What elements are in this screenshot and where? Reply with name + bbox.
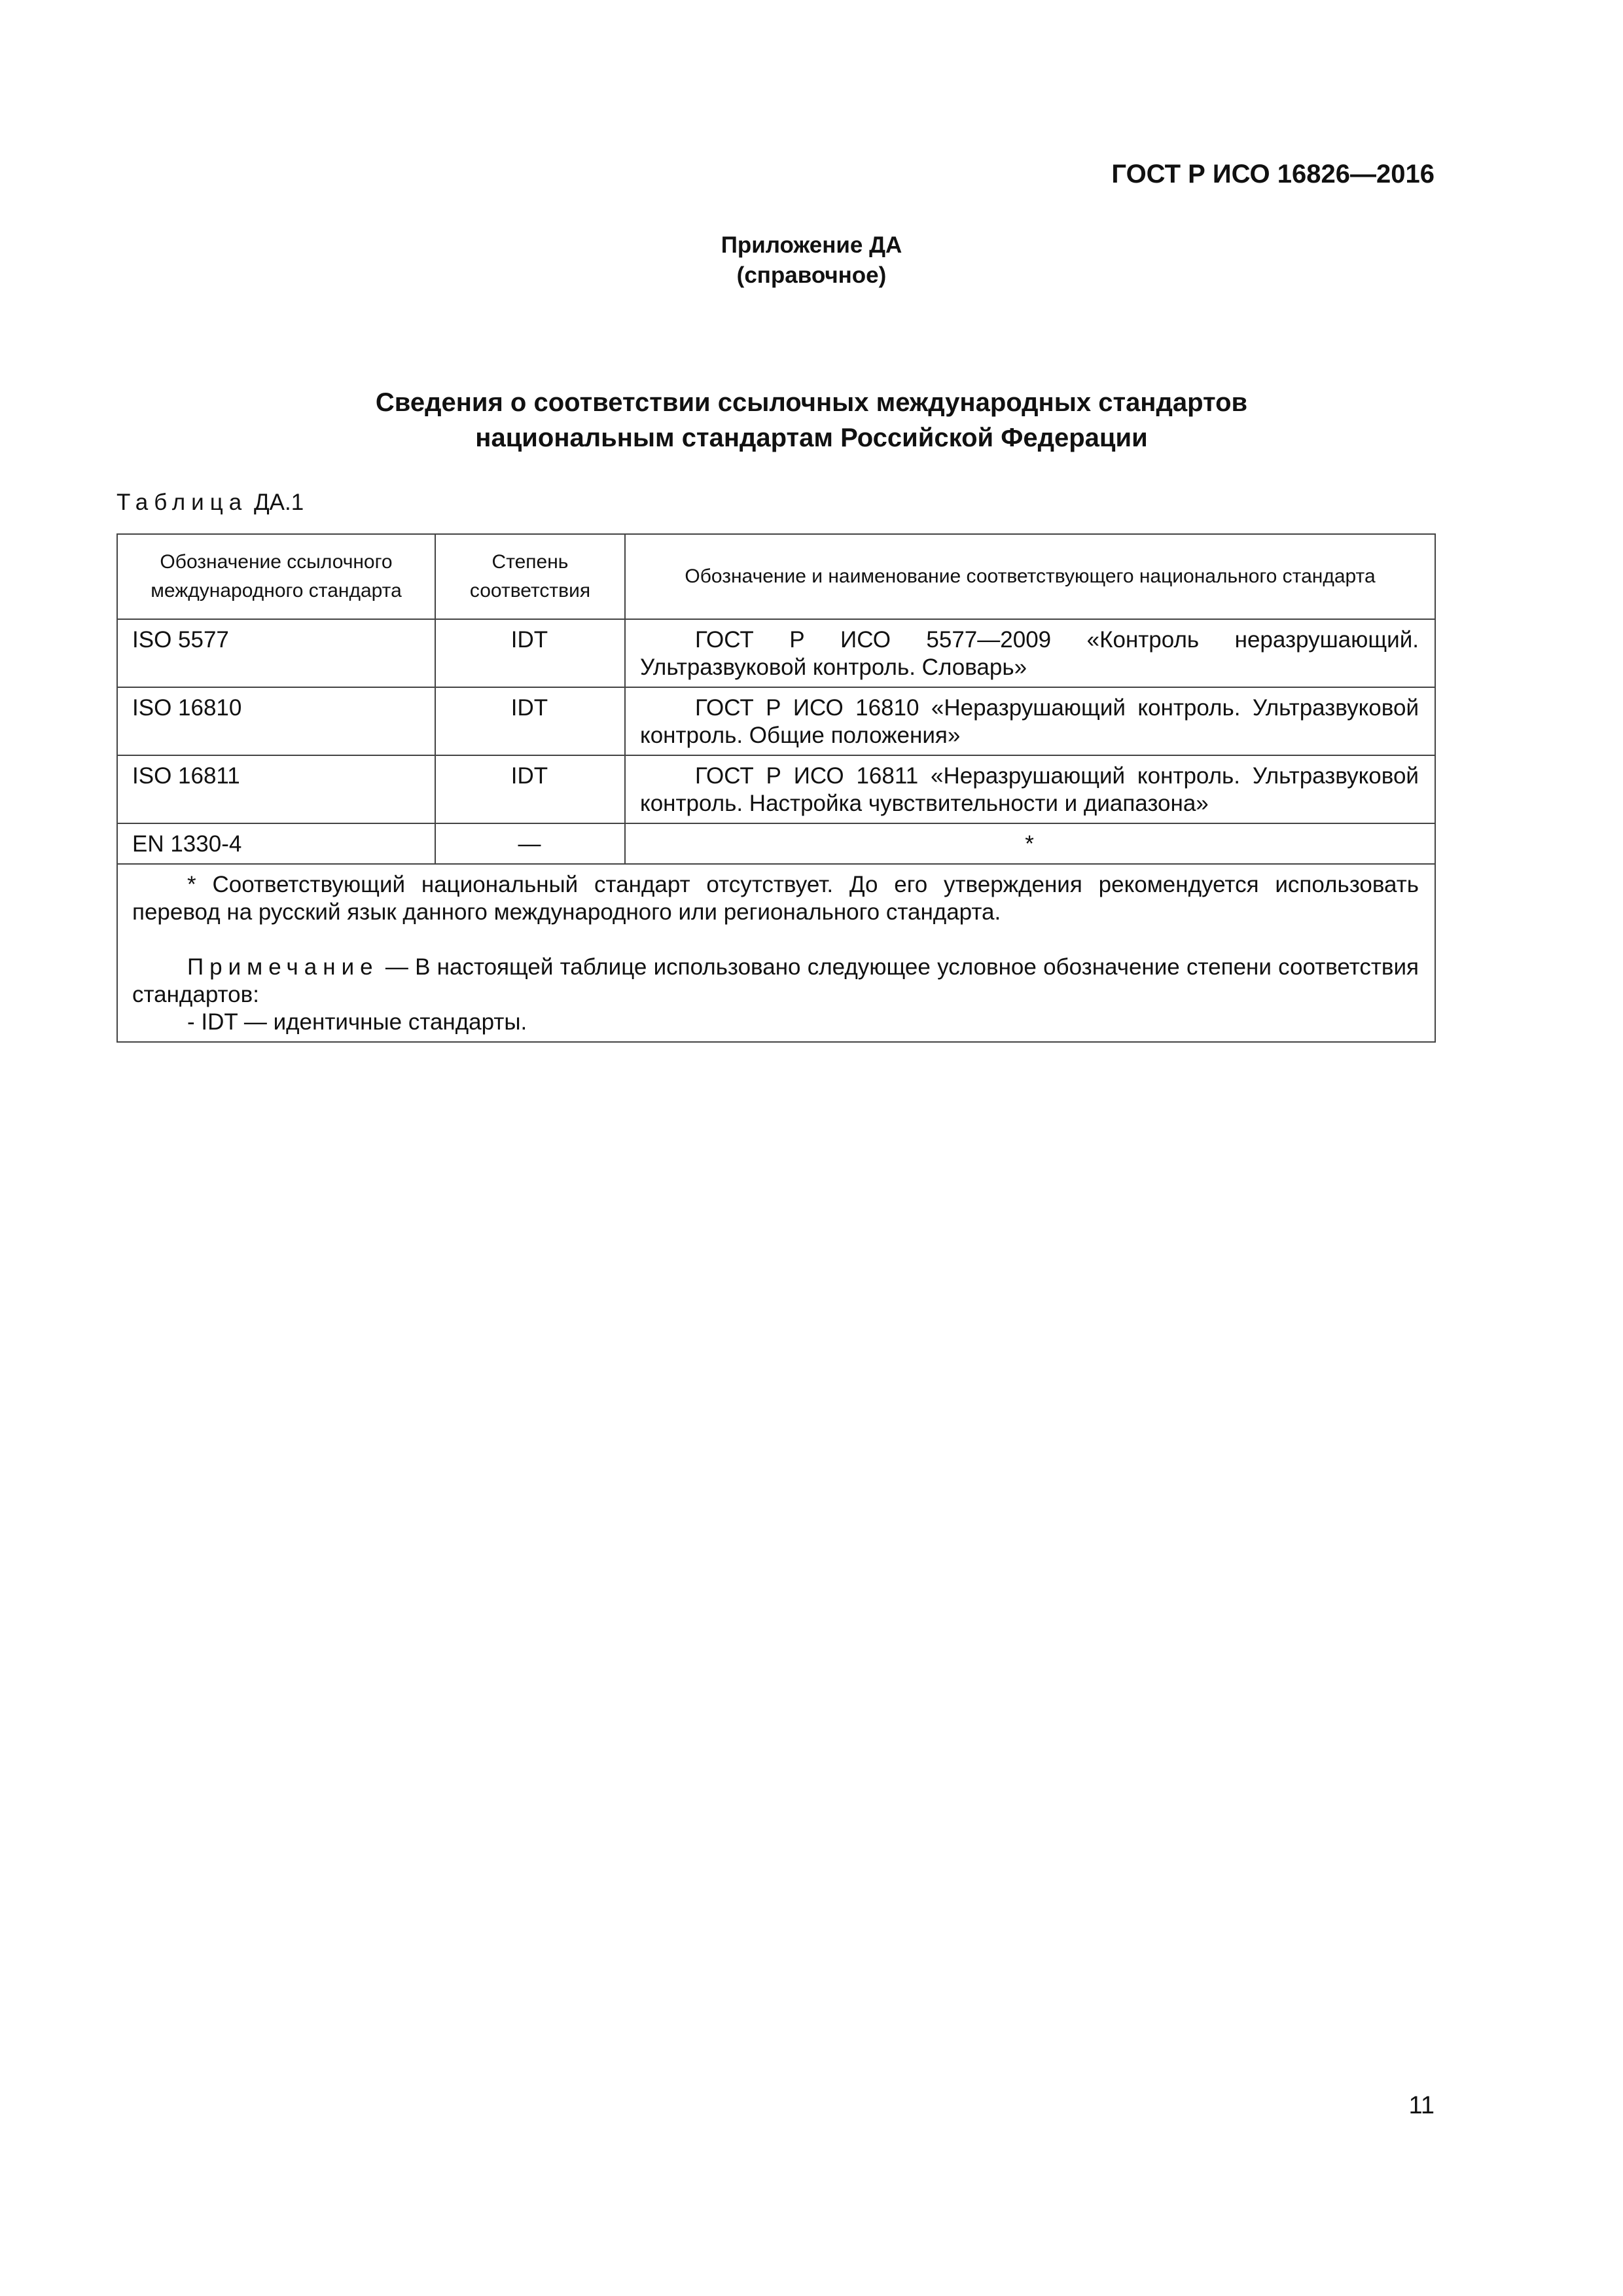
- cell-national-standard: ГОСТ Р ИСО 5577—2009 «Контроль неразрушающий. Ультразвуковой контроль. Словарь»: [625, 619, 1435, 687]
- table-footnote-cell: [117, 864, 1435, 1042]
- cell-national-standard: ГОСТ Р ИСО 16811 «Неразрушающий контроль. Ультразвуковой контроль. Настройка чувствительности и диапазона»: [625, 755, 1435, 823]
- header-international-standard: Обозначение ссылочного международного стандарта: [117, 534, 435, 619]
- cell-international-code: EN 1330-4: [117, 823, 435, 864]
- header-national-standard: Обозначение и наименование соответствующего национального стандарта: [625, 534, 1435, 619]
- table-header-row: [117, 534, 1435, 619]
- table-row: [117, 687, 1435, 755]
- table-row: [117, 823, 1435, 864]
- note-label: Примечание: [187, 954, 379, 980]
- section-title-line-1: Сведения о соответствии ссылочных международных стандартов: [375, 388, 1248, 417]
- note-text: — В настоящей таблице использовано следующее условное обозначение степени соответствия стандартов:: [132, 954, 1419, 1007]
- page-number: 11: [1408, 2092, 1435, 2119]
- table-row: [117, 755, 1435, 823]
- cell-degree: —: [435, 823, 625, 864]
- cell-international-code: ISO 5577: [117, 619, 435, 687]
- cell-degree: IDT: [435, 687, 625, 755]
- standards-table: [116, 533, 1436, 1043]
- table-caption-word: Таблица: [116, 490, 248, 515]
- footnote-text: * Соответствующий национальный стандарт отсутствует. До его утверждения рекомендуется использовать перевод на русский язык данного международного или регионального стандарта.: [132, 872, 1419, 925]
- note-paragraph: [132, 954, 1419, 1009]
- cell-national-standard: ГОСТ Р ИСО 16810 «Неразрушающий контроль. Ультразвуковой контроль. Общие положения»: [625, 687, 1435, 755]
- cell-international-code: ISO 16811: [117, 755, 435, 823]
- table-caption: [116, 490, 304, 516]
- cell-international-code: ISO 16810: [117, 687, 435, 755]
- table-row: [117, 619, 1435, 687]
- document-code: ГОСТ Р ИСО 16826—2016: [1111, 160, 1435, 188]
- cell-degree: IDT: [435, 619, 625, 687]
- cell-degree: IDT: [435, 755, 625, 823]
- annex-heading: [0, 230, 1623, 291]
- section-title: [0, 385, 1623, 456]
- annex-subtitle: (справочное): [736, 262, 887, 288]
- cell-national-standard: *: [625, 823, 1435, 864]
- table-footnote-row: [117, 864, 1435, 1042]
- note-item: - IDT — идентичные стандарты.: [187, 1009, 527, 1035]
- annex-title: Приложение ДА: [721, 232, 902, 258]
- table-caption-id: ДА.1: [253, 490, 304, 515]
- section-title-line-2: национальным стандартам Российской Федерации: [475, 423, 1148, 452]
- header-degree: Степень соответствия: [435, 534, 625, 619]
